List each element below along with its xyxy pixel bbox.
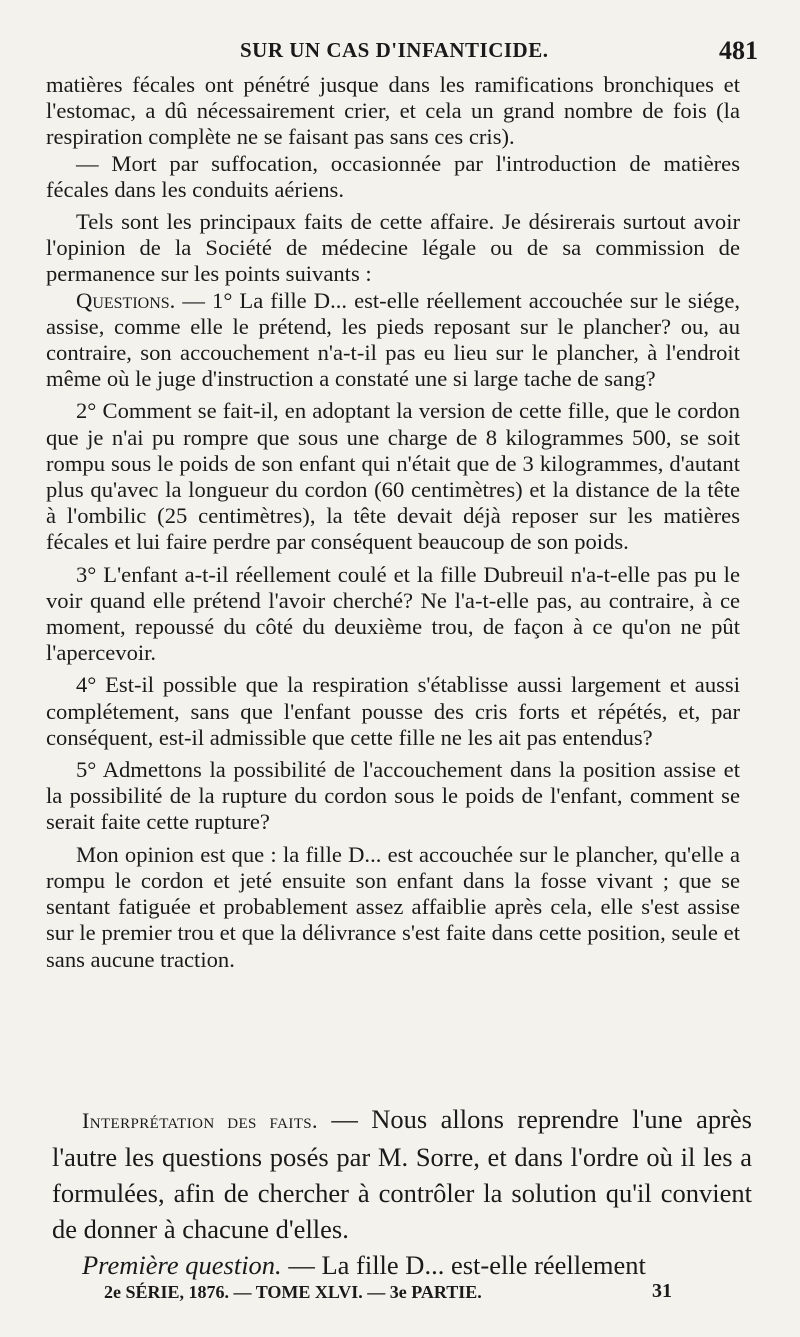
question-1 [46, 288, 740, 393]
paragraph-continuation: matières fécales ont pénétré jusque dans les ramifications bronchiques et l'estomac, a dû nécessairement crier, et cela un grand nombre de fois (la respiration complète ne se faisant pas sans ces cris). [46, 72, 740, 150]
questions-label: Questions. [76, 287, 176, 313]
question-5: 5° Admettons la possibilité de l'accouchement dans la position assise et la possibilité de la rupture du cordon sous le poids de l'enfant, comment se serait faite cette rupture? [46, 757, 740, 835]
interpretation-text: — Nous allons reprendre l'une après l'autre les questions posés par M. Sorre, et dans l'ordre où il les a formulées, afin de chercher à contrôler la solution qu'il convient de donner à chacune d'elles. [52, 1104, 752, 1244]
first-question-paragraph [52, 1247, 752, 1283]
question-1-text: — 1° La fille D... est-elle réellement accouchée sur le siége, assise, comme elle le prétend, les pieds reposant sur le plancher? ou, au contraire, son accouchement n'a-t-il pas eu lieu sur le plancher, à l'endroit même où le juge d'instruction a constaté une si large tache de sang? [46, 287, 740, 392]
running-title: SUR UN CAS D'INFANTICIDE. [240, 38, 549, 62]
page-footer [104, 1282, 672, 1310]
question-3: 3° L'enfant a-t-il réellement coulé et la fille Dubreuil n'a-t-elle pas pu le voir quand elle prétend l'avoir cherché? Ne l'a-t-elle pas, au contraire, à ce moment, repoussé du côté du deuxième trou, de façon à ce qu'on ne pût l'apercevoir. [46, 561, 740, 666]
interpretation-paragraph [52, 1101, 752, 1247]
question-4: 4° Est-il possible que la respiration s'établisse aussi largement et aussi complétement, sans que l'enfant pousse des cris forts et répétés, et, par conséquent, est-il admissible que cette fille ne les ait pas entendus? [46, 672, 740, 750]
page-header [50, 36, 758, 72]
paragraph-summary: Tels sont les principaux faits de cette affaire. Je désirerais surtout avoir l'opinion de la Société de médecine légale ou de sa commission de permanence sur les points suivants : [46, 209, 740, 287]
paragraph-death-cause: — Mort par suffocation, occasionnée par l'introduction de matières fécales dans les conduits aériens. [46, 150, 740, 202]
first-question-text: — La fille D... est-elle réellement [281, 1250, 646, 1280]
page-number: 481 [719, 36, 758, 65]
main-text [46, 72, 740, 973]
first-question-label: Première question. [82, 1250, 282, 1280]
question-2: 2° Comment se fait-il, en adoptant la version de cette fille, que le cordon que je n'ai pu rompre que sous une charge de 8 kilogrammes 500, se soit rompu sous le poids de son enfant qui n'était que de 3 kilogrammes, d'autant plus qu'avec la longueur du cordon (60 centimètres) et la distance de la tête à l'ombilic (25 centimètres), la tête devait déjà reposer sur les matières fécales et lui faire perdre par conséquent beaucoup de son poids. [46, 398, 740, 555]
interpretation-section [52, 1101, 752, 1283]
interpretation-heading: Interprétation des faits. [82, 1108, 318, 1133]
signature-mark: 31 [652, 1280, 672, 1302]
series-info: 2e SÉRIE, 1876. — TOME XLVI. — 3e PARTIE. [104, 1282, 482, 1302]
paragraph-opinion: Mon opinion est que : la fille D... est accouchée sur le plancher, qu'elle a rompu le cordon et jeté ensuite son enfant dans la fosse vivant ; que se sentant fatiguée et probablement assez affaiblie après cela, elle s'est assise sur le premier trou et que la délivrance s'est faite dans cette position, seule et sans aucune traction. [46, 841, 740, 972]
